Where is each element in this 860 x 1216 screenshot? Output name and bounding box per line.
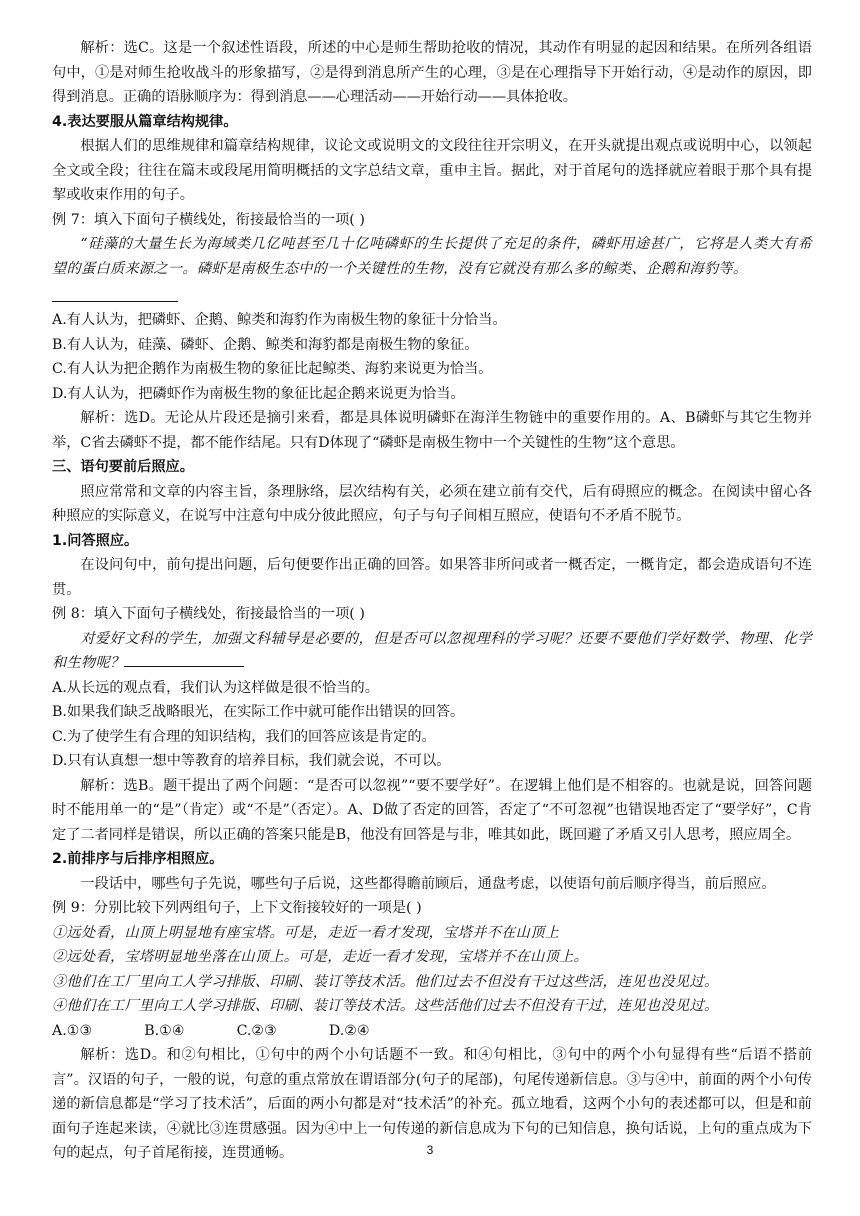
answer-blank-line — [52, 287, 178, 302]
option-a: A.有人认为，把磷虾、企鹅、鲸类和海豹作为南极生物的象征十分恰当。 — [52, 312, 507, 328]
option-b: B.如果我们缺乏战略眼光，在实际工作中就可能作出错误的回答。 — [52, 704, 465, 720]
document-body — [52, 36, 812, 1166]
body-paragraph: 根据人们的思维规律和篇章结构规律，议论文或说明文的文段往往开宗明义，在开头就提出观点或说明中心，以领起全文或全段；往往在篇末或段尾用简明概括的文字总结文章，重申主旨。据此，对于首尾句的选择就应着眼于那个具有提挈或收束作用的句子。 — [52, 138, 812, 203]
section-heading: 4.表达要服从篇章结构规律。 — [52, 113, 238, 130]
sentence-item-2: ②远处看，宝塔明显地坐落在山顶上。可是，走近一看才发现，宝塔并不在山顶上。 — [52, 949, 589, 965]
subsection-heading: 2.前排序与后排序相照应。 — [52, 851, 224, 867]
page-number: 3 — [426, 1143, 434, 1157]
option-b: B.①④ — [144, 1022, 185, 1039]
sentence-item-3: ③他们在工厂里向工人学习排版、印刷、装订等技术活。他们过去不但没有干过这些活，连见也没见过。 — [52, 973, 719, 990]
example-passage: 对爱好文科的学生，加强文科辅导是必要的，但是否可以忽视理科的学习呢？还要不要他们学好数学、物理、化学和生物呢？ — [52, 630, 812, 671]
option-c: C.②③ — [236, 1022, 277, 1039]
answer-blank-line — [124, 652, 244, 667]
option-d: D.有人认为，把磷虾作为南极生物的象征比起企鹅来说更为恰当。 — [52, 385, 465, 402]
example-passage: “硅藻的大量生长为海域类几亿吨甚至几十亿吨磷虾的生长提供了充足的条件，磷虾用途甚广，它将是人类大有希望的蛋白质来源之一。磷虾是南极生态中的一个关键性的生物，没有它就没有那么多的鲸类、企鹅和海豹等。 — [52, 236, 812, 277]
body-paragraph: 在设问句中，前句提出问题，后句便要作出正确的回答。如果答非所问或者一概否定，一概肯定，都会造成语句不连贯。 — [52, 557, 812, 598]
option-a: A.①③ — [52, 1022, 93, 1039]
sentence-item-4: ④他们在工厂里向工人学习排版、印刷、装订等技术活。这些活他们过去不但没有干过，连见也没见过。 — [52, 998, 719, 1014]
example-question: 例 9：分别比较下列两组句子，上下文衔接较好的一项是( ) — [52, 900, 422, 916]
option-d: D.②④ — [328, 1022, 370, 1039]
answer-options — [52, 1019, 812, 1044]
sentence-item-1: ①远处看，山顶上明显地有座宝塔。可是，走近一看才发现，宝塔并不在山顶上 — [52, 924, 560, 941]
analysis-paragraph: 解析：选D。无论从片段还是摘引来看，都是具体说明磷虾在海洋生物链中的重要作用的。A、B磷虾与其它生物并举，C省去磷虾不提，都不能作结尾。只有D体现了“磷虾是南极生物中一个关键性的生物”这个意思。 — [52, 410, 812, 451]
option-c: C.有人认为把企鹅作为南极生物的象征比起鲸类、海豹来说更为恰当。 — [52, 361, 493, 377]
analysis-paragraph: 解析：选D。和②句相比，①句中的两个小句话题不一致。和④句相比，③句中的两个小句显得有些“后语不搭前言”。汉语的句子，一般的说，句意的重点常放在谓语部分(句子的尾部)，句尾传递新信息。③与④中，前面的两个小句传递的新信息都是“学习了技术活”，后面的两小句都是对“技术活”的补充。孤立地看，这两个小句的表述都可以，但是和前面句子连起来读，④就比③连贯感强。因为④中上一句传递的新信息成为下句的已知信息，换句话说，上句的重点成为下句的起点，句子首尾衔接，连贯通畅。 — [52, 1047, 812, 1161]
analysis-paragraph: 解析：选B。题干提出了两个问题：“是否可以忽视”“要不要学好”。在逻辑上他们是不相容的。也就是说，回答问题时不能用单一的“是”（肯定）或“不是”（否定）。A、D做了否定的回答，否定了“不可忽视”也错误地否定了“要学好”，C肯定了二者同样是错误，所以正确的答案只能是B，他没有回答是与非，唯其如此，既回避了矛盾又引人思考，照应周全。 — [52, 777, 812, 843]
body-paragraph: 一段话中，哪些句子先说，哪些句子后说，这些都得瞻前顾后，通盘考虑，以使语句前后顺序得当，前后照应。 — [80, 875, 776, 892]
example-question: 例 8：填入下面句子横线处，衔接最恰当的一项( ) — [52, 606, 365, 622]
example-question: 例 7：填入下面句子横线处，衔接最恰当的一项( ) — [52, 211, 365, 228]
subsection-heading: 1.问答照应。 — [52, 532, 139, 549]
option-b: B.有人认为，硅藻、磷虾、企鹅、鲸类和海豹都是南极生物的象征。 — [52, 336, 479, 353]
option-d: D.只有认真想一想中等教育的培养目标，我们就会说，不可以。 — [52, 753, 451, 769]
section-heading: 三、语句要前后照应。 — [52, 459, 194, 475]
body-paragraph: 照应常常和文章的内容主旨，条理脉络，层次结构有关，必须在建立前有交代，后有碍照应的概念。在阅读中留心各种照应的实际意义，在说写中注意句中成分彼此照应，句子与句子间相互照应，使语句不矛盾不脱节。 — [52, 483, 812, 524]
option-c: C.为了使学生有合理的知识结构，我们的回答应该是肯定的。 — [52, 728, 436, 745]
option-a: A.从长远的观点看，我们认为这样做是很不恰当的。 — [52, 679, 379, 696]
analysis-paragraph: 解析：选C。这是一个叙述性语段，所述的中心是师生帮助抢收的情况，其动作有明显的起因和结果。在所列各组语句中，①是对师生抢收战斗的形象描写，②是得到消息所产生的心理，③是在心理指导下开始行动，④是动作的原因，即得到消息。正确的语脉顺序为：得到消息——心理活动——开始行动——具体抢收。 — [52, 40, 812, 105]
